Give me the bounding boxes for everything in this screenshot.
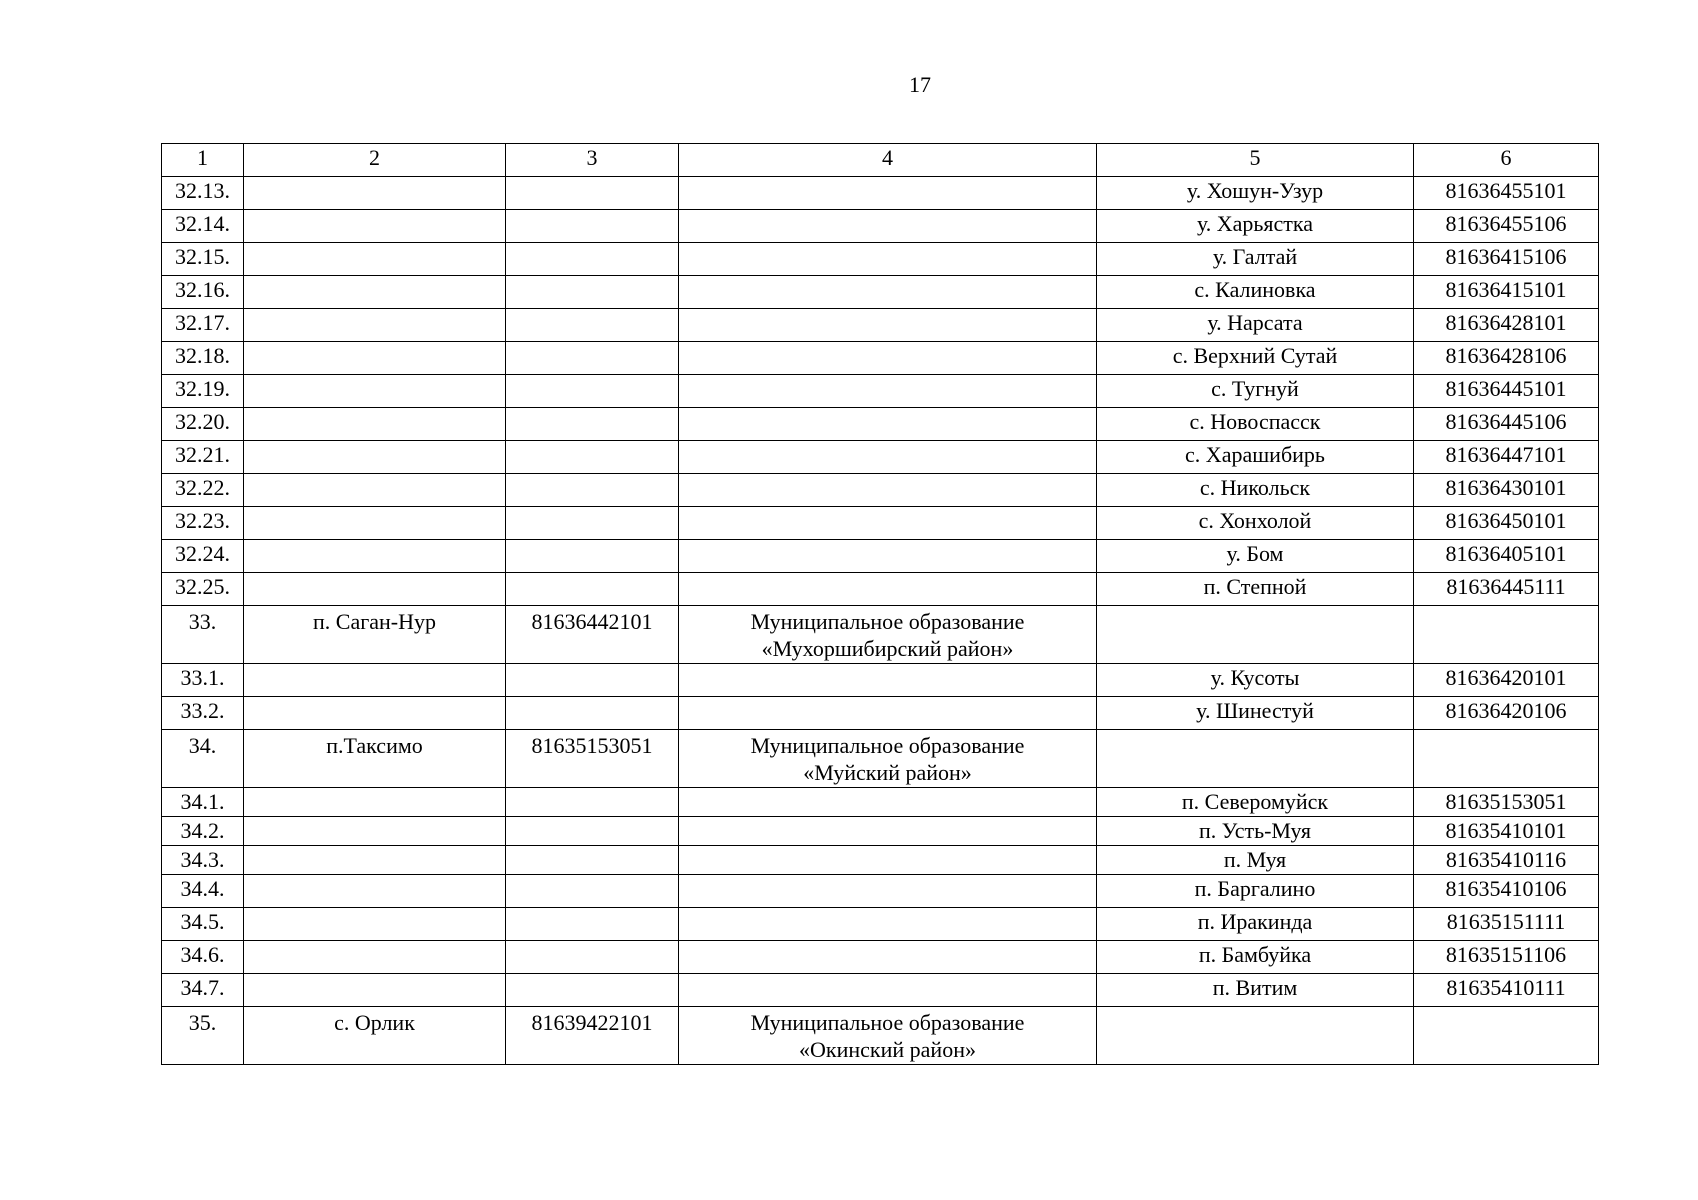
row-number-cell: 32.21. xyxy=(162,441,244,474)
table-row xyxy=(162,375,1599,408)
row-number-cell: 34.2. xyxy=(162,817,244,846)
page-number: 17 xyxy=(909,72,931,97)
locality-code-cell: 81636415106 xyxy=(1414,243,1599,276)
locality-code-cell: 81636450101 xyxy=(1414,507,1599,540)
row-number-cell: 32.24. xyxy=(162,540,244,573)
row-number-cell: 34.4. xyxy=(162,875,244,908)
locality-code-cell: 81636430101 xyxy=(1414,474,1599,507)
settlement-cell xyxy=(244,697,506,730)
settlements-table xyxy=(161,143,1599,1065)
row-number-cell: 32.13. xyxy=(162,177,244,210)
settlement-cell xyxy=(244,210,506,243)
locality-cell: с. Верхний Сутай xyxy=(1097,342,1414,375)
municipality-cell xyxy=(679,908,1097,941)
locality-code-cell: 81636420106 xyxy=(1414,697,1599,730)
row-number-cell: 34.7. xyxy=(162,974,244,1007)
locality-cell: у. Харьястка xyxy=(1097,210,1414,243)
settlement-cell xyxy=(244,817,506,846)
municipality-cell xyxy=(679,507,1097,540)
oktmo-cell xyxy=(506,788,679,817)
table-row xyxy=(162,846,1599,875)
municipality-cell: Муниципальное образование «Муйский район» xyxy=(679,730,1097,788)
oktmo-cell xyxy=(506,474,679,507)
municipality-cell xyxy=(679,846,1097,875)
table-row xyxy=(162,817,1599,846)
row-number-cell: 32.25. xyxy=(162,573,244,606)
table-row xyxy=(162,309,1599,342)
settlement-cell xyxy=(244,243,506,276)
locality-cell: с. Тугнуй xyxy=(1097,375,1414,408)
municipality-cell xyxy=(679,375,1097,408)
locality-cell: у. Бом xyxy=(1097,540,1414,573)
settlement-cell xyxy=(244,408,506,441)
settlement-cell xyxy=(244,474,506,507)
table-row xyxy=(162,908,1599,941)
oktmo-cell xyxy=(506,846,679,875)
oktmo-cell xyxy=(506,375,679,408)
row-number-cell: 32.17. xyxy=(162,309,244,342)
table-row xyxy=(162,573,1599,606)
oktmo-cell xyxy=(506,697,679,730)
table-row xyxy=(162,606,1599,664)
locality-code-cell: 81636445106 xyxy=(1414,408,1599,441)
oktmo-cell xyxy=(506,875,679,908)
locality-code-cell: 81636445111 xyxy=(1414,573,1599,606)
locality-code-cell: 81635410101 xyxy=(1414,817,1599,846)
municipality-cell xyxy=(679,697,1097,730)
locality-code-cell: 81636420101 xyxy=(1414,664,1599,697)
table-row xyxy=(162,408,1599,441)
row-number-cell: 33.2. xyxy=(162,697,244,730)
locality-cell: с. Никольск xyxy=(1097,474,1414,507)
locality-cell: п. Иракинда xyxy=(1097,908,1414,941)
row-number-cell: 32.22. xyxy=(162,474,244,507)
settlement-cell xyxy=(244,875,506,908)
header-cell: 2 xyxy=(244,144,506,177)
municipality-cell xyxy=(679,788,1097,817)
row-number-cell: 32.15. xyxy=(162,243,244,276)
oktmo-cell xyxy=(506,342,679,375)
settlement-cell xyxy=(244,342,506,375)
table-row xyxy=(162,875,1599,908)
settlement-cell xyxy=(244,507,506,540)
municipality-cell: Муниципальное образование «Окинский район» xyxy=(679,1007,1097,1065)
municipality-cell xyxy=(679,276,1097,309)
row-number-cell: 33.1. xyxy=(162,664,244,697)
settlement-cell xyxy=(244,540,506,573)
locality-code-cell: 81636428101 xyxy=(1414,309,1599,342)
municipality-cell xyxy=(679,875,1097,908)
oktmo-cell xyxy=(506,817,679,846)
oktmo-cell xyxy=(506,540,679,573)
row-number-cell: 32.20. xyxy=(162,408,244,441)
settlement-cell xyxy=(244,375,506,408)
oktmo-cell xyxy=(506,941,679,974)
row-number-cell: 32.19. xyxy=(162,375,244,408)
settlement-cell xyxy=(244,974,506,1007)
locality-cell: п. Витим xyxy=(1097,974,1414,1007)
municipality-cell xyxy=(679,342,1097,375)
locality-code-cell: 81635151111 xyxy=(1414,908,1599,941)
oktmo-cell xyxy=(506,507,679,540)
locality-code-cell xyxy=(1414,606,1599,664)
settlement-cell xyxy=(244,441,506,474)
municipality-cell xyxy=(679,243,1097,276)
municipality-cell xyxy=(679,974,1097,1007)
municipality-cell xyxy=(679,817,1097,846)
settlement-cell xyxy=(244,788,506,817)
settlement-cell xyxy=(244,309,506,342)
table-row xyxy=(162,540,1599,573)
locality-code-cell: 81635410111 xyxy=(1414,974,1599,1007)
municipality-cell xyxy=(679,941,1097,974)
oktmo-cell xyxy=(506,974,679,1007)
oktmo-cell: 81639422101 xyxy=(506,1007,679,1065)
locality-cell: с. Калиновка xyxy=(1097,276,1414,309)
row-number-cell: 32.14. xyxy=(162,210,244,243)
row-number-cell: 34. xyxy=(162,730,244,788)
locality-cell: у. Шинестуй xyxy=(1097,697,1414,730)
municipality-cell xyxy=(679,664,1097,697)
locality-code-cell: 81635151106 xyxy=(1414,941,1599,974)
locality-cell: с. Новоспасск xyxy=(1097,408,1414,441)
header-cell: 1 xyxy=(162,144,244,177)
table-row xyxy=(162,441,1599,474)
locality-cell: у. Хошун-Узур xyxy=(1097,177,1414,210)
row-number-cell: 32.16. xyxy=(162,276,244,309)
locality-cell: п. Баргалино xyxy=(1097,875,1414,908)
settlement-cell: с. Орлик xyxy=(244,1007,506,1065)
locality-code-cell: 81636447101 xyxy=(1414,441,1599,474)
locality-cell: п. Бамбуйка xyxy=(1097,941,1414,974)
locality-code-cell xyxy=(1414,730,1599,788)
header-cell: 4 xyxy=(679,144,1097,177)
header-cell: 6 xyxy=(1414,144,1599,177)
row-number-cell: 34.1. xyxy=(162,788,244,817)
municipality-cell xyxy=(679,573,1097,606)
locality-code-cell: 81636455106 xyxy=(1414,210,1599,243)
locality-cell: п. Степной xyxy=(1097,573,1414,606)
oktmo-cell xyxy=(506,309,679,342)
locality-code-cell: 81636405101 xyxy=(1414,540,1599,573)
table-row xyxy=(162,697,1599,730)
municipality-cell xyxy=(679,474,1097,507)
row-number-cell: 34.5. xyxy=(162,908,244,941)
locality-cell: у. Галтай xyxy=(1097,243,1414,276)
municipality-cell xyxy=(679,441,1097,474)
municipality-cell: Муниципальное образование «Мухоршибирский район» xyxy=(679,606,1097,664)
table-row xyxy=(162,177,1599,210)
settlement-cell xyxy=(244,177,506,210)
municipality-cell xyxy=(679,210,1097,243)
oktmo-cell: 81636442101 xyxy=(506,606,679,664)
table-row xyxy=(162,276,1599,309)
settlement-cell xyxy=(244,276,506,309)
oktmo-cell xyxy=(506,908,679,941)
settlement-cell xyxy=(244,664,506,697)
oktmo-cell xyxy=(506,243,679,276)
locality-cell: с. Харашибирь xyxy=(1097,441,1414,474)
locality-cell xyxy=(1097,730,1414,788)
table-row xyxy=(162,941,1599,974)
oktmo-cell xyxy=(506,573,679,606)
locality-cell xyxy=(1097,1007,1414,1065)
header-cell: 5 xyxy=(1097,144,1414,177)
settlement-cell: п. Саган-Нур xyxy=(244,606,506,664)
oktmo-cell xyxy=(506,408,679,441)
row-number-cell: 34.6. xyxy=(162,941,244,974)
locality-cell: п. Усть-Муя xyxy=(1097,817,1414,846)
locality-code-cell xyxy=(1414,1007,1599,1065)
locality-code-cell: 81636415101 xyxy=(1414,276,1599,309)
row-number-cell: 33. xyxy=(162,606,244,664)
table-row xyxy=(162,342,1599,375)
locality-cell: п. Муя xyxy=(1097,846,1414,875)
locality-code-cell: 81636455101 xyxy=(1414,177,1599,210)
settlement-cell xyxy=(244,908,506,941)
row-number-cell: 35. xyxy=(162,1007,244,1065)
table-row xyxy=(162,788,1599,817)
table-row xyxy=(162,1007,1599,1065)
table-row xyxy=(162,730,1599,788)
locality-code-cell: 81635153051 xyxy=(1414,788,1599,817)
table-row xyxy=(162,974,1599,1007)
municipality-cell xyxy=(679,177,1097,210)
oktmo-cell: 81635153051 xyxy=(506,730,679,788)
locality-code-cell: 81636428106 xyxy=(1414,342,1599,375)
locality-code-cell: 81635410116 xyxy=(1414,846,1599,875)
municipality-cell xyxy=(679,540,1097,573)
locality-code-cell: 81635410106 xyxy=(1414,875,1599,908)
row-number-cell: 32.23. xyxy=(162,507,244,540)
table-row xyxy=(162,664,1599,697)
municipality-cell xyxy=(679,408,1097,441)
locality-cell: у. Нарсата xyxy=(1097,309,1414,342)
locality-cell: у. Кусоты xyxy=(1097,664,1414,697)
table-row xyxy=(162,474,1599,507)
locality-cell: с. Хонхолой xyxy=(1097,507,1414,540)
locality-cell: п. Северомуйск xyxy=(1097,788,1414,817)
row-number-cell: 34.3. xyxy=(162,846,244,875)
locality-cell xyxy=(1097,606,1414,664)
settlement-cell xyxy=(244,941,506,974)
locality-code-cell: 81636445101 xyxy=(1414,375,1599,408)
oktmo-cell xyxy=(506,441,679,474)
oktmo-cell xyxy=(506,664,679,697)
oktmo-cell xyxy=(506,177,679,210)
header-cell: 3 xyxy=(506,144,679,177)
table-header-row xyxy=(162,144,1599,177)
table-row xyxy=(162,210,1599,243)
settlement-cell: п.Таксимо xyxy=(244,730,506,788)
settlement-cell xyxy=(244,573,506,606)
oktmo-cell xyxy=(506,210,679,243)
oktmo-cell xyxy=(506,276,679,309)
table-row xyxy=(162,507,1599,540)
row-number-cell: 32.18. xyxy=(162,342,244,375)
municipality-cell xyxy=(679,309,1097,342)
table-row xyxy=(162,243,1599,276)
settlement-cell xyxy=(244,846,506,875)
